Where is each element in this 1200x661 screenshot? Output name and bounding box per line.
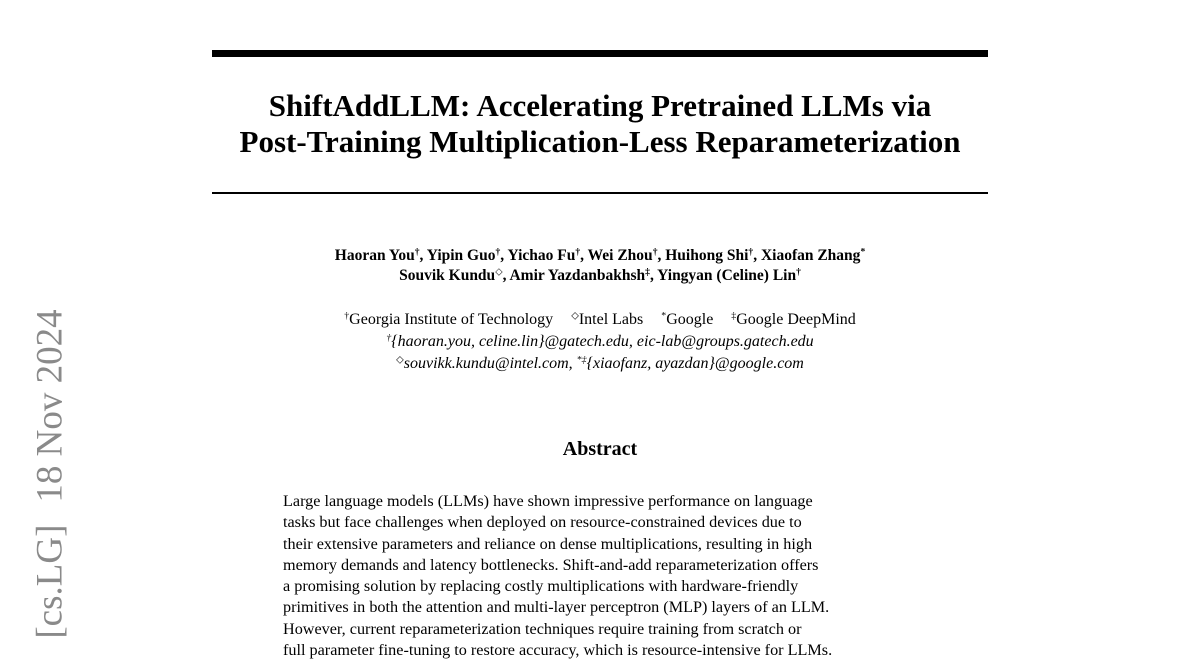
- affiliation-name: Georgia Institute of Technology: [349, 311, 554, 328]
- affiliation-name: Google DeepMind: [736, 311, 856, 328]
- abstract-line: primitives in both the attention and multi-layer perceptron (MLP) layers of an LLM.: [283, 598, 830, 617]
- author-name: Souvik Kundu: [399, 267, 496, 284]
- author-mark: †: [575, 246, 581, 258]
- abstract-line: However, current reparameterization techniques require training from scratch or: [283, 619, 802, 638]
- email-text: {xiaofanz, ayazdan}@google.com: [586, 355, 804, 372]
- affiliations: [200, 309, 1000, 375]
- author-mark: †: [796, 266, 801, 278]
- author-mark: *: [860, 246, 866, 258]
- title-top-rule: [212, 50, 988, 57]
- author-name: Wei Zhou: [587, 247, 653, 264]
- author-list: [200, 246, 1000, 286]
- affiliation-mark: ‡: [731, 310, 737, 322]
- email-text: souvikk.kundu@intel.com,: [403, 355, 577, 372]
- author-name: Xiaofan Zhang: [760, 247, 861, 264]
- abstract-line: their extensive parameters and reliance on dense multiplications, resulting in high: [283, 534, 813, 553]
- author-name: Amir Yazdanbakhsh: [509, 267, 646, 284]
- affiliation-mark: *: [661, 310, 667, 322]
- author-mark: ◇: [495, 266, 503, 278]
- affiliation-line: [200, 309, 1000, 331]
- abstract-line: Large language models (LLMs) have shown impressive performance on language: [283, 492, 813, 510]
- email-line-2: [200, 353, 1000, 375]
- email-mark: †: [386, 332, 392, 344]
- title-line: Post-Training Multiplication-Less Reparameterization: [239, 124, 961, 159]
- author-mark: †: [495, 246, 501, 258]
- abstract-line: memory demands and latency bottlenecks. Shift-and-add reparameterization offers: [283, 555, 819, 574]
- arxiv-date: 18 Nov 2024: [29, 309, 71, 503]
- author-name: Yichao Fu: [507, 247, 576, 264]
- abstract-line: tasks but face challenges when deployed on resource-constrained devices due to: [283, 513, 802, 532]
- affiliation-name: Google: [666, 311, 714, 328]
- author-name: Huihong Shi: [665, 247, 749, 264]
- title-bottom-rule: [212, 192, 988, 194]
- arxiv-stamp: [29, 309, 72, 638]
- email-text: {haoran.you, celine.lin}@gatech.edu, eic-lab@groups.gatech.edu: [391, 333, 814, 350]
- author-name: Haoran You: [334, 247, 415, 264]
- title-line: ShiftAddLLM: Accelerating Pretrained LLMs via: [268, 88, 932, 123]
- arxiv-category: [cs.LG]: [29, 524, 71, 639]
- email-line-1: [200, 331, 1000, 353]
- abstract-body: [283, 491, 923, 661]
- author-line-1: Haoran You†, Yipin Guo†, Yichao Fu†, Wei Zhou†, Huihong Shi†, Xiaofan Zhang*: [334, 246, 866, 264]
- author-name: Yipin Guo: [426, 247, 496, 264]
- email-mark: *‡: [576, 354, 587, 366]
- affiliation-mark: ◇: [571, 310, 579, 322]
- author-mark: †: [652, 246, 658, 258]
- abstract-heading: Abstract: [562, 438, 638, 460]
- affiliation-mark: †: [344, 310, 350, 322]
- author-mark: †: [748, 246, 754, 258]
- paper-title: [200, 88, 1000, 160]
- email-mark: ◇: [396, 354, 404, 366]
- affiliation-name: Intel Labs: [578, 311, 644, 328]
- author-mark: †: [414, 246, 420, 258]
- author-name: Yingyan (Celine) Lin: [657, 267, 797, 284]
- author-mark: ‡: [645, 266, 650, 278]
- author-line-2: Souvik Kundu◇, Amir Yazdanbakhsh‡, Yingyan (Celine) Lin†: [399, 266, 801, 284]
- abstract-line: full parameter fine-tuning to restore accuracy, which is resource-intensive for LLMs.: [283, 641, 833, 660]
- abstract-line: a promising solution by replacing costly multiplications with hardware-friendly: [283, 577, 799, 596]
